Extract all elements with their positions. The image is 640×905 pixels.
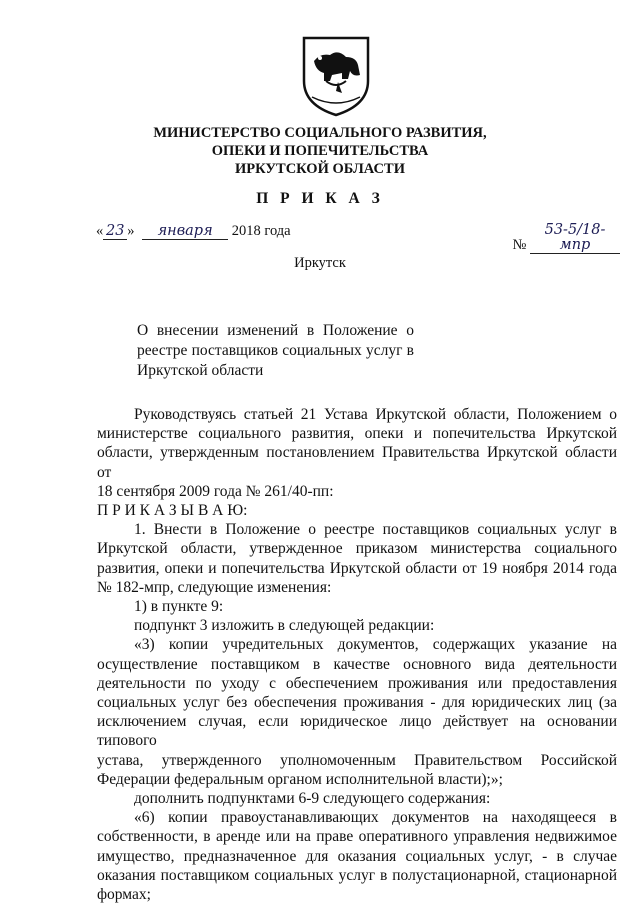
- body-line: «6) копии правоустанавливающих документов на находящееся в: [134, 809, 617, 827]
- body-line: № 182-мпр, следующие изменения:: [97, 578, 332, 596]
- body-line: Иркутской области, утвержденное приказом министерства социального: [97, 540, 617, 558]
- body-line: дополнить подпунктами 6-9 следующего содержания:: [134, 790, 491, 808]
- body-line: развития, опеки и попечительства Иркутской области от 19 ноября 2014 года: [97, 559, 617, 577]
- body-line: социальных услуг без обеспечения проживания - для юридических лиц (за: [97, 694, 617, 712]
- body-line: деятельности по уходу с обеспечением проживания или предоставления: [97, 674, 617, 692]
- body-line: подпункт 3 изложить в следующей редакции:: [134, 617, 435, 635]
- body-line: 1) в пункте 9:: [134, 598, 224, 616]
- subject-line: Иркутской области: [137, 362, 264, 379]
- date-year: 2018 года: [231, 223, 291, 239]
- document-type-title: П Р И К А З: [256, 190, 384, 207]
- ministry-name-line-1: МИНИСТЕРСТВО СОЦИАЛЬНОГО РАЗВИТИЯ,: [153, 125, 487, 141]
- body-line: министерстве социального развития, опеки и попечительства Иркутской: [97, 425, 617, 443]
- date-line: [96, 223, 291, 240]
- body-line: 18 сентября 2009 года № 261/40-пп:: [97, 482, 334, 500]
- date-month: января: [142, 224, 228, 240]
- order-body: [97, 405, 617, 904]
- order-subject: [137, 321, 414, 381]
- body-line: «3) копии учредительных документов, содержащих указание на: [134, 636, 617, 654]
- body-line: оказания поставщиком социальных услуг в полустационарной, стационарной: [97, 866, 617, 884]
- date-close-quote: »: [127, 223, 135, 239]
- body-line: 1. Внести в Положение о реестре поставщиков социальных услуг в: [134, 521, 617, 539]
- order-number-prefix: №: [512, 237, 527, 253]
- body-line: формах;: [97, 886, 151, 904]
- date-open-quote: «: [96, 223, 104, 239]
- body-line: Руководствуясь статьей 21 Устава Иркутской области, Положением о: [134, 406, 617, 423]
- body-line: осуществление поставщиком в качестве основного вида деятельности: [97, 655, 617, 673]
- body-line: исключением случая, если юридическое лицо действует на основании типового: [97, 713, 617, 750]
- date-day: 23: [103, 224, 127, 240]
- body-line: собственности, в аренде или на праве оперативного управления недвижимое: [97, 828, 617, 846]
- subject-line: О внесении изменений в Положение о: [137, 322, 414, 339]
- ministry-name-line-2: ОПЕКИ И ПОПЕЧИТЕЛЬСТВА: [211, 143, 429, 159]
- coat-of-arms-icon: [298, 35, 374, 117]
- ministry-name-line-3: ИРКУТСКОЙ ОБЛАСТИ: [235, 161, 405, 177]
- subject-line: реестре поставщиков социальных услуг в: [137, 342, 414, 359]
- city: Иркутск: [294, 255, 346, 271]
- order-number: [513, 223, 620, 254]
- body-line: Федерации федеральным органом исполнительной власти);»;: [97, 770, 503, 788]
- body-line: имущество, предназначенное для оказания социальных услуг, - в случае: [97, 847, 617, 865]
- order-word: П Р И К А З Ы В А Ю:: [97, 502, 248, 520]
- order-number-value: 53-5/18-мпр: [530, 223, 620, 254]
- body-line: области, утвержденным постановлением Правительства Иркутской области от: [97, 444, 617, 481]
- body-line: устава, утвержденного уполномоченным Правительством Российской: [97, 751, 617, 769]
